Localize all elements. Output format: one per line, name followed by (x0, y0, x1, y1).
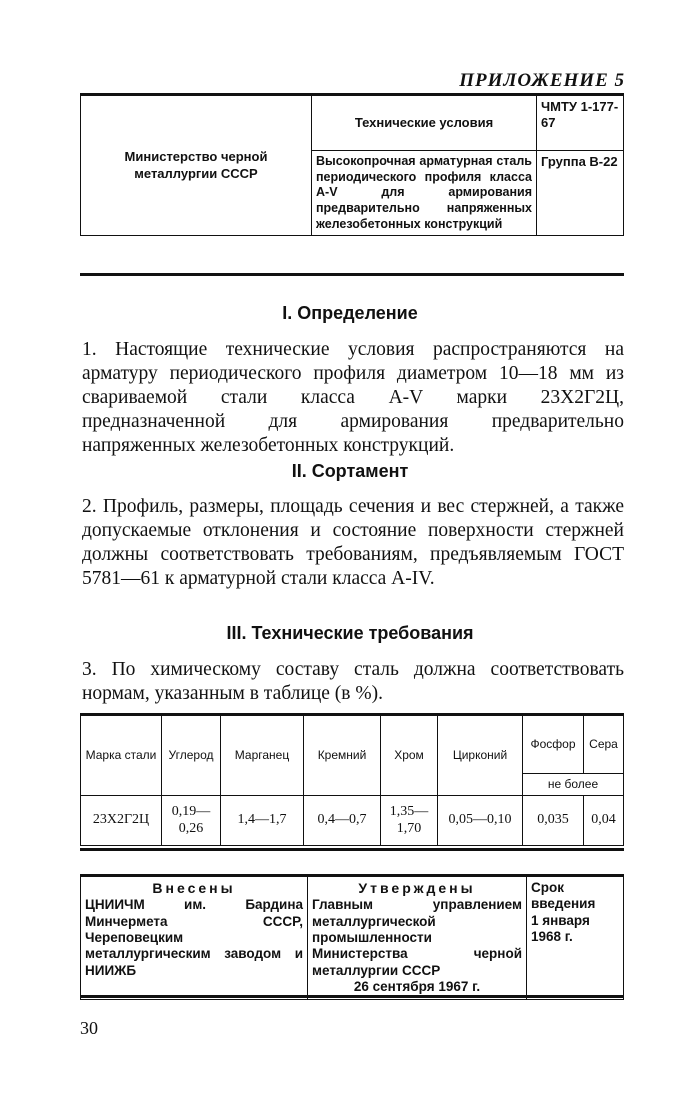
section-paragraph-definition: 1. Настоящие технические условия распространяются на арматуру периодического профиля диаметром 10—18 мм из свариваемой стали класса A-V марки 23Х2Г2Ц, предназначенной для армирования предварительно напряженных железобетонных конструкций. (82, 339, 624, 456)
col-grade: Марка стали (81, 716, 162, 796)
ministry-cell: Министерство черной металлургии СССР (81, 96, 312, 236)
cell-manganese: 1,4—1,7 (221, 796, 304, 846)
cell-sulfur: 0,04 (584, 796, 624, 846)
cell-grade: 23Х2Г2Ц (81, 796, 162, 846)
approval-table (80, 876, 624, 1000)
col-manganese: Марганец (221, 716, 304, 796)
cell-zirconium: 0,05—0,10 (438, 796, 523, 846)
section-heading-requirements: III. Технические требования (226, 623, 474, 643)
table-row (81, 796, 624, 846)
col-not-more: не более (523, 774, 624, 796)
header-bottom-rule (80, 273, 624, 276)
appendix-label: ПРИЛОЖЕНИЕ 5 (459, 70, 625, 91)
tech-conditions-label: Технические условия (312, 96, 537, 151)
cell-chromium: 1,35—1,70 (381, 796, 438, 846)
page-number: 30 (80, 1018, 98, 1038)
section-paragraph-assortment: 2. Профиль, размеры, площадь сечения и вес стержней, а также допускаемые отклонения и состояние поверхности стержней должны соответствовать требованиям, предъявляемым ГОСТ 5781—61 к арматурной стали класса A-IV. (82, 496, 624, 589)
cell-silicon: 0,4—0,7 (304, 796, 381, 846)
submitted-text: ЦНИИЧМ им. Бардина Минчермета СССР, Череповецким металлургическим заводом и НИИЖБ (85, 897, 303, 978)
chemical-composition-table (80, 715, 624, 846)
group-code: Группа В-22 (537, 151, 624, 236)
cell-carbon: 0,19—0,26 (162, 796, 221, 846)
footer-bottom-rule (80, 995, 624, 998)
section-heading-definition: I. Определение (282, 303, 418, 323)
col-chromium: Хром (381, 716, 438, 796)
product-description: Высокопрочная арматурная сталь периодического профиля класса A-V для армирования предварительно напряженных железобетонных конструкций (312, 151, 537, 236)
col-sulfur: Сера (584, 716, 624, 774)
col-carbon: Углерод (162, 716, 221, 796)
cell-phosphorus: 0,035 (523, 796, 584, 846)
section-heading-assortment: II. Сортамент (291, 461, 409, 481)
chem-table-bottom-rule (80, 848, 624, 851)
term-heading: Срок введения (531, 880, 596, 912)
approved-heading: Утверждены (358, 880, 476, 896)
approved-text: Главным управлением металлургической промышленности Министерства черной металлургии СССР (312, 897, 522, 978)
term-date: 1 января 1968 г. (531, 912, 590, 945)
term-cell (527, 877, 624, 1000)
approved-date: 26 сентября 1967 г. (353, 979, 481, 995)
col-zirconium: Цирконий (438, 716, 523, 796)
col-silicon: Кремний (304, 716, 381, 796)
submitted-cell (81, 877, 308, 1000)
section-paragraph-requirements: 3. По химическому составу сталь должна соответствовать нормам, указанным в таблице (в %). (82, 659, 624, 704)
col-phosphorus: Фосфор (523, 716, 584, 774)
header-table (80, 95, 624, 236)
standard-code: ЧМТУ 1-177-67 (537, 96, 624, 151)
approved-cell (308, 877, 527, 1000)
submitted-heading: Внесены (152, 880, 236, 896)
